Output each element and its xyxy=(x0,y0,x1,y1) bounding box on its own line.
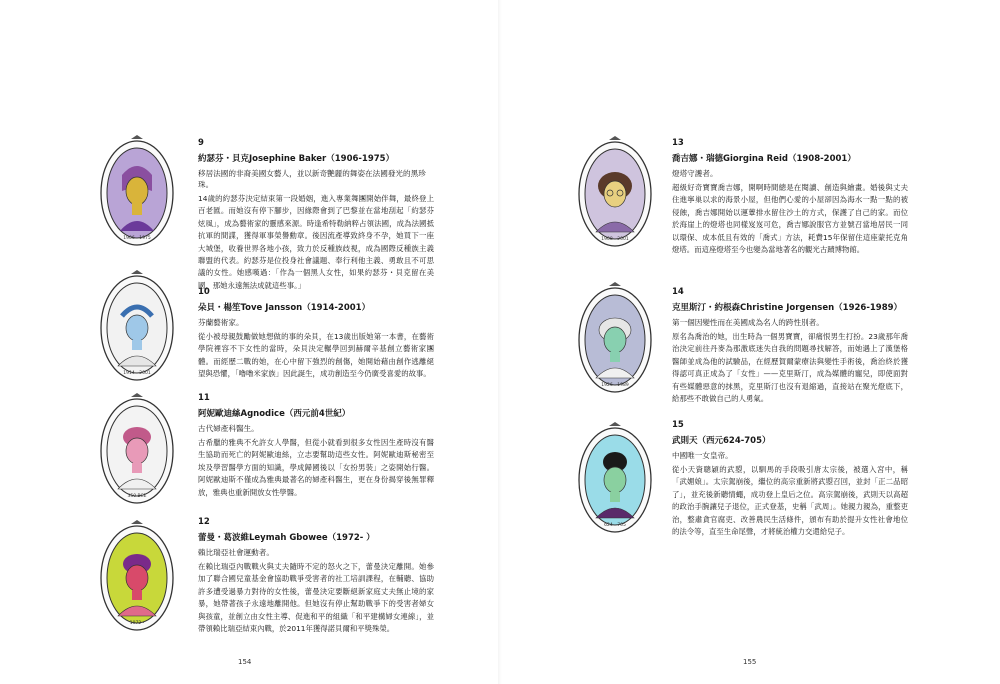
entry-name: 約瑟芬・貝克Josephine Baker（1906-1975） xyxy=(198,154,395,164)
entry-number: 15 xyxy=(672,420,684,430)
entry-12 xyxy=(198,517,434,635)
svg-text:1906 - 1975: 1906 - 1975 xyxy=(123,236,151,241)
entry-number: 13 xyxy=(672,138,684,148)
entry-13 xyxy=(672,138,908,256)
page-number-left: 154 xyxy=(238,658,252,666)
entry-body: 古希臘的雅典不允許女人學醫，但從小就看到很多女性因生產時沒有醫生協助而死亡的阿妮歐迪絲，立志要幫助這些女性。阿妮歐迪斯秘密至埃及學習醫學方面的知識，學成歸國後以「女扮男裝」之姿開始行醫。阿妮歐迪斯不僅成為雅典最著名的婦產科醫生，更在身份揭穿後無罪釋放，雅典也重新開放女性學醫。 xyxy=(198,438,434,497)
entry-name: 朵貝・楊笙Tove Jansson（1914-2001） xyxy=(198,303,371,313)
entry-body: 原名為喬治的她，出生時為一個男寶寶，卻痛恨男生打扮。23歲那年喬治決定前往丹麥為那激底迷失自我的問題尋找解答，而她遇上了漢堡格醫師並成為他的試驗品，在經歷賀爾蒙療法與變性手術後，喬治終於獲得認可真正成為了「女性」——克里斯汀，成為媒體的寵兒，即使面對有些媒體惡意的抹黑，克里斯汀也沒有退縮過，直接站在聚光燈底下，給那些不敢做自己的人勇氣。 xyxy=(672,332,908,404)
svg-text:1972 -: 1972 - xyxy=(129,621,145,626)
portrait-agnodice xyxy=(98,393,176,505)
entry-role: 燈塔守護者。 xyxy=(672,169,718,178)
portrait-josephine-baker xyxy=(98,135,176,247)
entry-role: 中國唯一女皇帝。 xyxy=(672,451,733,460)
entry-11 xyxy=(198,393,434,499)
entry-9 xyxy=(198,138,434,292)
portrait-leymah-gbowee xyxy=(98,520,176,632)
entry-number: 9 xyxy=(198,138,204,148)
svg-text:1914 - 2001: 1914 - 2001 xyxy=(123,371,151,376)
entry-number: 12 xyxy=(198,517,210,527)
entry-10 xyxy=(198,287,434,381)
svg-text:1926 - 1989: 1926 - 1989 xyxy=(601,383,629,388)
entry-body: 從小天資聰穎的武曌，以馴馬的手段吸引唐太宗後，被選入宮中，稱「武媚娘」。太宗駕崩後，繼位的高宗重新將武曌召回，並封「正二品昭了」，並充後新聽情蠅，成功登上皇后之位。高宗駕崩後，武則天以高超的政治手腕讓兒子退位，正式登基，史稱「武周」。她親力親為，重整吏治，整肅貪官腐吏、改善農民生活條件，頒布有助於提升女性社會地位的法令等，直至生命尾聲，才將統治權力交還給兒子。 xyxy=(672,465,908,537)
entry-name: 蕾曼・葛波維Leymah Gbowee（1972- ） xyxy=(198,533,375,543)
entry-15 xyxy=(672,420,908,538)
entry-role: 賴比瑞亞社會運動者。 xyxy=(198,548,274,557)
entry-name: 喬吉娜・瑞德Giorgina Reid（1908-2001） xyxy=(672,154,856,164)
portrait-wu-zetian xyxy=(576,422,654,534)
entry-body: 超級好奇寶寶喬吉娜，開啊時間總是在閱讀、創造與繪畫。婚後與丈夫住進寧巢以求的海景小屋，但他們心愛的小屋卻因為海水一點一點的被侵蝕，喬吉娜開始以運蕈排水留住沙土的方式，保護了自己的家。而位於海崖上的燈塔也同樣岌岌可危，喬吉娜說服官方並號召當地居民一同以環保、成本低且有效的「喬式」方法，耗費15年保留住這座蒙托克角燈塔。而這座燈塔至今也變為當地著名的觀光古蹟博物館。 xyxy=(672,183,908,255)
entry-name: 克里斯汀・約根森Christine Jorgensen（1926-1989） xyxy=(672,303,903,313)
portrait-tove-jansson xyxy=(98,270,176,382)
entry-name: 阿妮歐迪絲Agnodice（西元前4世紀） xyxy=(198,409,351,419)
entry-body: 從小被母親鼓勵做她想做的事的朵貝，在13歲出版她第一本書，在藝術學院裡容不下女性的當時，朵貝決定輾學回到赫爾辛基創立藝術家團體。而經歷二戰的她，在心中留下強烈的創傷，她開始藉由創作逃離絕望與恐懼，「嚕嚕米家族」因此誕生，成功創造至今仍廣受喜愛的故事。 xyxy=(198,332,434,379)
portrait-christine-jorgensen xyxy=(576,282,654,394)
entry-number: 11 xyxy=(198,393,210,403)
entry-number: 10 xyxy=(198,287,210,297)
entry-role: 古代婦產科醫生。 xyxy=(198,424,259,433)
entry-role: 第一個因變性而在美國成為名人的跨性別者。 xyxy=(672,318,824,327)
svg-text:1908 - 2001: 1908 - 2001 xyxy=(601,237,629,242)
entry-body: 在賴比瑞亞內戰戰火與丈夫隨時不定的怒火之下，蕾曼決定離開。她參加了聯合國兒童基金會協助戰爭受害者的社工培訓課程，在輔聽、協助許多遭受過暴力對待的女性後，蕾曼決定要斷絕新家庭丈夫無止境的家暴，她帶著孩子永遠地離開他。但她沒有停止幫助戰爭下的受害者婦女與孩童，並創立由女性主導、促進和平的組織「和平建構婦女連線」，並帶領賴比瑞亞結束內戰，於2011年獲得諾貝爾和平獎殊榮。 xyxy=(198,562,434,634)
entry-name: 武則天（西元624-705） xyxy=(672,436,771,446)
entry-14 xyxy=(672,287,908,405)
entry-role: 芬蘭藝術家。 xyxy=(198,318,244,327)
page-number-right: 155 xyxy=(743,658,757,666)
entry-role: 移居法國的非裔美國女藝人，並以新奇艷麗的舞姿在法國發光的黑珍珠。 xyxy=(198,169,426,189)
entry-number: 14 xyxy=(672,287,684,297)
right-page xyxy=(500,0,1000,684)
svg-text:624 - 705: 624 - 705 xyxy=(604,523,626,528)
portrait-giorgina-reid xyxy=(576,136,654,248)
svg-text:350 BCE: 350 BCE xyxy=(127,494,147,499)
entry-body: 14歲的約瑟芬決定結束第一段婚姻，進入專業舞團開始伴舞，最終登上百老匯。而她沒有停下腳步，因緣際會到了巴黎並在當地刮起「約瑟芬炫風」，成為藝術家的靈感來源。時逢希特勒納粹占領法國，成為法國抵抗軍的間諜，獲得軍事榮譽勳章。後因流產導致終身不孕，她買下一座大城堡，收養世界各地小孩，致力於反種族歧視，成為國際反種族主義聯盟的代表。約瑟芬是位投身社會議題、奉行利他主義、勇敢且不可思議的女性。她感嘆過：「作為一個黑人女性，如果約瑟芬・貝克留在美國，那她永遠無法成就這些事。」 xyxy=(198,194,434,290)
